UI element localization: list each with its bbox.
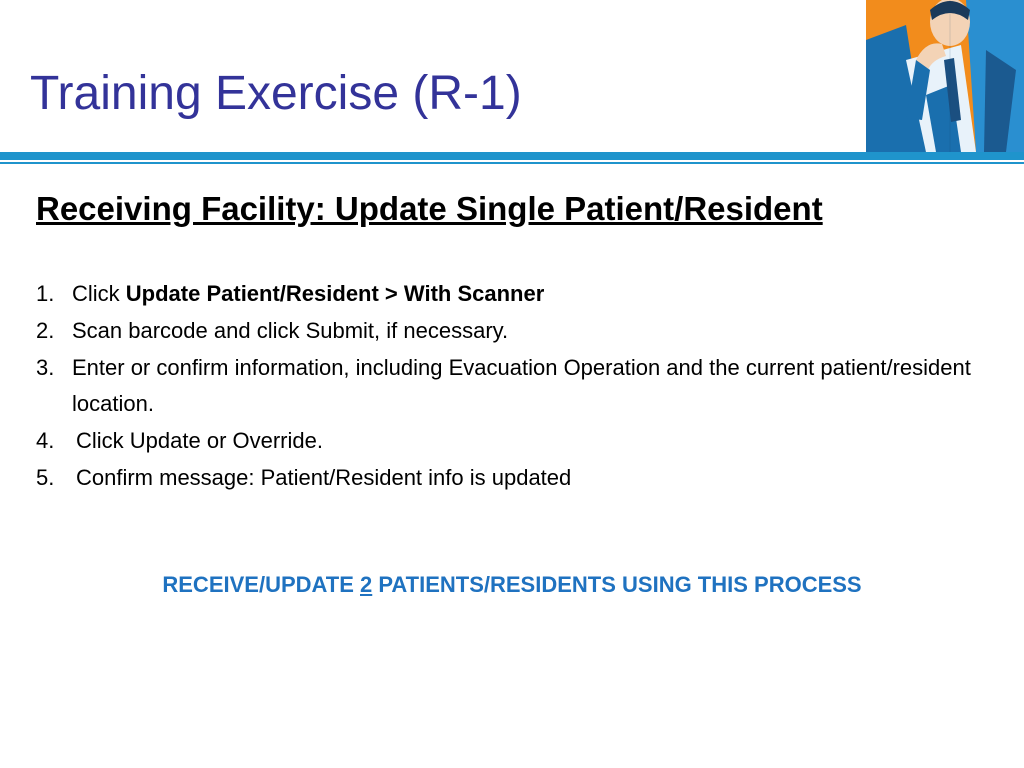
thinking-man-clipart-icon — [866, 0, 1024, 152]
step-text: Enter or confirm information, including Evacuation Operation and the current patient/resident location. — [72, 354, 971, 417]
step-text: Confirm message: Patient/Resident info is updated — [76, 464, 572, 490]
step-number: 1. — [36, 281, 55, 306]
step-text — [72, 276, 996, 313]
section-heading: Receiving Facility: Update Single Patient/Resident — [36, 190, 823, 227]
step-number: 4. — [36, 428, 55, 454]
step-number: 2. — [36, 317, 55, 343]
step-item — [36, 276, 996, 313]
callout-text-end: PATIENTS/RESIDENTS USING THIS PROCESS — [372, 572, 862, 597]
title-divider-thick — [0, 152, 1024, 160]
step-number: 5. — [36, 464, 55, 490]
instruction-steps — [36, 276, 996, 497]
step-text-bold: Update Patient/Resident > With Scanner — [125, 281, 545, 306]
step-item — [36, 313, 996, 350]
step-text-plain: Click — [72, 281, 126, 306]
exercise-callout — [0, 572, 1024, 598]
step-item — [36, 460, 996, 497]
step-item — [36, 350, 996, 424]
callout-text-start: RECEIVE/UPDATE — [162, 572, 360, 597]
step-item — [36, 423, 996, 460]
slide-title: Training Exercise (R-1) — [30, 67, 522, 120]
title-divider-thin — [0, 162, 1024, 164]
step-number: 3. — [36, 354, 55, 380]
callout-number: 2 — [360, 572, 373, 597]
step-text: Scan barcode and click Submit, if necessary. — [72, 317, 509, 343]
step-text: Click Update or Override. — [76, 428, 323, 454]
